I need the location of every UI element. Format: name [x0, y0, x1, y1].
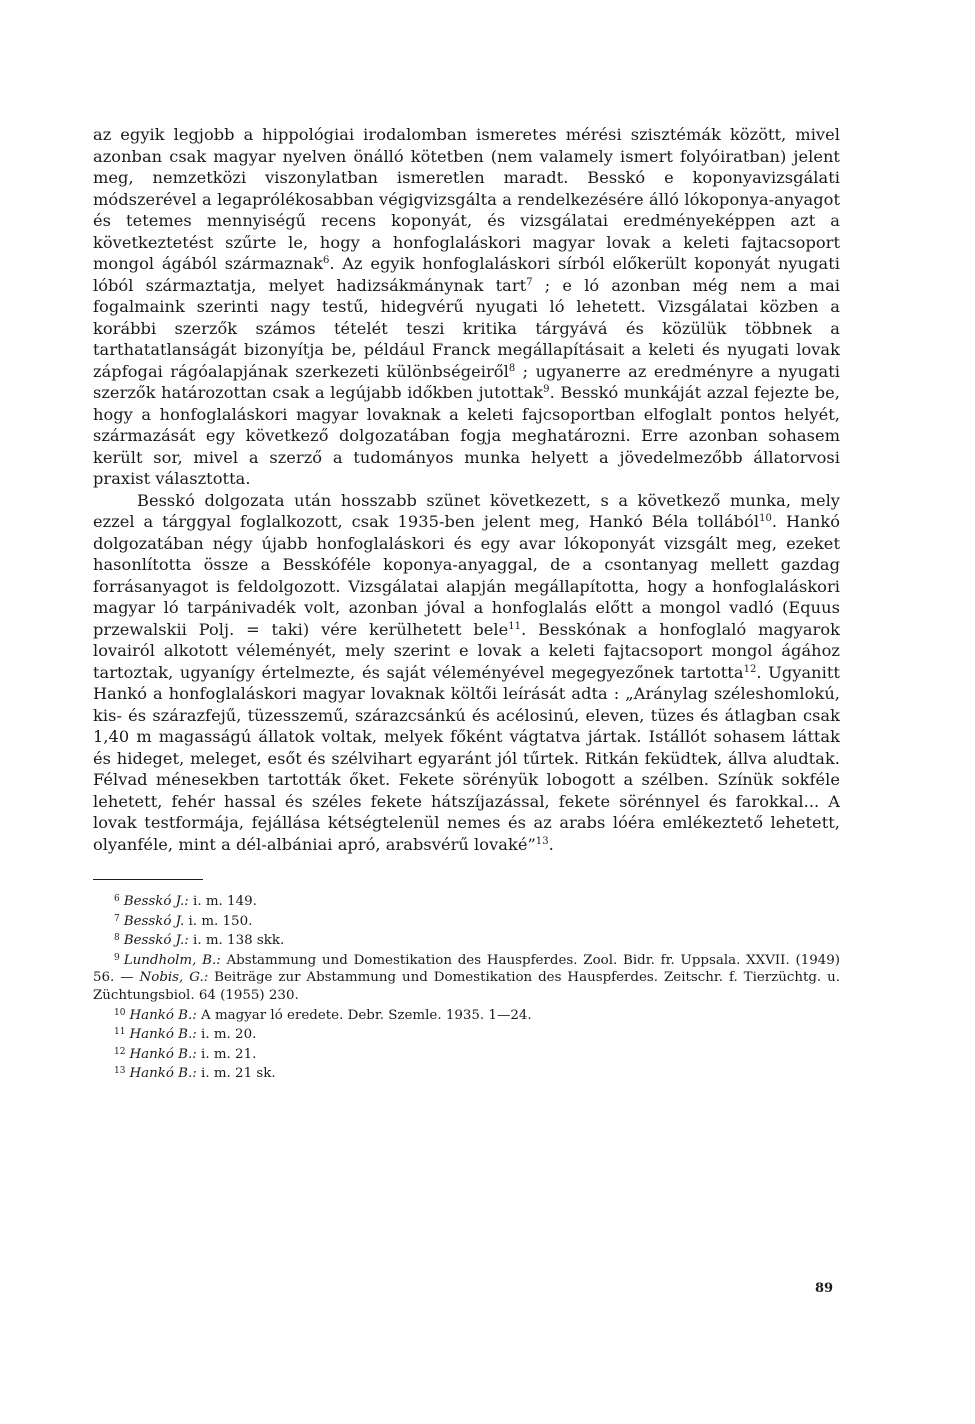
text-run: . Az egyik honfoglaláskori sírból előkerült koponyát nyugati lóból származtatja, melyet hadizsákmánynak tart	[93, 254, 840, 295]
footnote-number: 12	[114, 1046, 126, 1057]
footnote-ref: 13	[535, 835, 549, 847]
author-name: Lundholm, B.:	[123, 952, 221, 968]
text-run: . Besskónak a honfoglaló magyarok lovairól alkotott véleményét, mely szerint e lovak a keleti fajtacsoport mongol ágához tartoztak, ugyanígy értelmezte, és saját véleményével megegyezőnek tartotta	[93, 619, 840, 682]
footnote-number: 9	[114, 952, 120, 963]
text-run: i. m. 149.	[188, 894, 257, 909]
footnote-number: 8	[114, 933, 120, 944]
text-run: Besskó dolgozata után hosszabb szünet következett, s a következő munka, mely ezzel a tárggyal foglalkozott, csak 1935-ben jelent meg, Hankó Béla tollából	[93, 490, 840, 531]
author-name: Hankó B.:	[129, 1007, 197, 1023]
footnote-ref: 9	[543, 384, 550, 395]
footnote-ref: 7	[526, 276, 533, 288]
text-run: ; e ló azonban még nem a mai fogalmaink szerinti nagy testű, hidegvérű nyugati ló lehetett. Vizsgálatai közben a korábbi szerzők számos tételét teszi kritika tárgyává és közülük többnek a tarthatatlanságát bizonyítja be, például Franck megállapításait a keleti és nyugati lovak zápfogai rágóalapjának szerkezeti különbségeiről	[93, 275, 840, 381]
author-name: Nobis, G.:	[139, 970, 209, 986]
text-run: . Ugyanitt Hankó a honfoglaláskori magyar lovaknak költői leírását adta : „Aránylag széleshomlokú, kis- és szárazfejű, tüzesszemű, szárazcsánkú és acélosinú, eleven, tüzes és átlagban csak 1,40 m magasságú állatok voltak, melyek főként vágtatva jártak. Istállót sohasem láttak és hideget, meleget, esőt és szélvihart egyaránt jól tűrtek. Ritkán feküdtek, állva aludtak. Félvad ménesekben tartották őket. Fekete sörényük lobogott a szélben. Színük sokféle lehetett, fehér hassal és széles fekete hátszíjazással, fekete sörénnyel és farokkal... A lovak testformája, fejállása kétségtelenül nemes és az arabs lóéra emlékeztető lehetett, olyanféle, mint a dél-albániai apró, arabsvérű lovaké”	[93, 662, 840, 854]
footnote-item	[93, 1063, 840, 1083]
author-name: Hankó B.:	[129, 1066, 197, 1082]
footnote-number: 7	[114, 913, 120, 924]
paragraph	[93, 124, 840, 490]
text-run: i. m. 21.	[196, 1046, 257, 1062]
text-run: A magyar ló eredete. Debr. Szemle. 1935. 1—24.	[196, 1007, 532, 1023]
text-run: i. m. 20.	[196, 1027, 257, 1043]
text-run: i. m. 150.	[184, 913, 253, 929]
footnote-item	[93, 1024, 840, 1044]
footnote-item	[93, 911, 840, 931]
footnote-item	[93, 1044, 840, 1064]
author-name: Besskó J.	[123, 913, 185, 929]
author-name: Besskó J.:	[123, 894, 189, 909]
text-run: . Hankó dolgozatában négy újabb honfoglaláskori és egy avar lókoponyát vizsgált meg, ezeket hasonlította össze a Besskóféle koponya-anyaggal, de a csontanyag mellett gazdag forrásanyagot is feldolgozott. Vizsgálatai alapján megállapította, hogy a honfoglaláskori magyar ló tarpánivadék volt, azonban jóval a honfoglalás előtt a mongol vadló (Equus przewalskii Polj. = taki) vére kerülhetett bele	[93, 512, 840, 639]
text-run: Beiträge zur Abstammung und Domestikation des Hauspferdes. Zeitschr. f. Tierzüchtg. u. Züchtungsbiol. 64 (1955) 230.	[93, 970, 840, 1003]
text-run: ; ugyanerre az eredményre a nyugati szerzők határozottan csak a legújabb időkben jutottak	[93, 361, 840, 402]
footnote-item	[93, 930, 840, 950]
footnotes	[93, 891, 840, 1083]
text-run: .	[548, 834, 554, 854]
footnote-ref: 6	[322, 255, 330, 266]
footnote-divider	[93, 879, 203, 880]
text-run: i. m. 21 sk.	[196, 1066, 276, 1082]
text-run: az egyik legjobb a hippológiai irodalomban ismeretes mérési szisztémák között, mivel azonban csak magyar nyelven önálló kötetben (nem valamely ismert folyóiratban) jelent meg, nemzetközi viszonylatban ismeretlen maradt. Besskó e koponyavizsgálati módszerével a legaprólékosabban végigvizsgálta a rendelkezésére álló lókoponya-anyagot és tetemes mennyiségű recens koponyát, és vizsgálatai eredményeképpen azt a következtetést szűrte le, hogy a honfoglaláskori magyar lovak a keleti fajtacsoport mongol ágából származnak	[93, 125, 840, 273]
text-run: Abstammung und Domestikation des Hauspferdes. Zool. Bidr. fr. Uppsala. XXVII. (1949) 56. —	[93, 952, 841, 986]
paragraph	[93, 490, 840, 856]
footnote-ref: 8	[508, 362, 516, 374]
author-name: Hankó B.:	[129, 1027, 197, 1043]
page-number: 89	[815, 1281, 834, 1296]
footnote-ref: 11	[508, 620, 522, 632]
footnote-item	[93, 1005, 840, 1025]
text-run: . Besskó munkáját azzal fejezte be, hogy a honfoglaláskori magyar lovaknak a keleti fajcsoportban elfoglalt pontos helyét, származását egy következő dolgozatában fogja meghatározni. Erre azonban sohasem került sor, mivel a szerző a tudományos munka helyett a jövedelmezőbb állatorvosi praxist választotta.	[93, 383, 840, 488]
main-text	[93, 124, 840, 855]
author-name: Besskó J.:	[123, 933, 189, 949]
text-run: i. m. 138 skk.	[188, 933, 285, 949]
page-body	[93, 124, 840, 1083]
footnote-item	[93, 950, 840, 1005]
footnote-ref: 12	[743, 663, 757, 675]
footnote-item	[93, 891, 840, 911]
footnote-number: 11	[114, 1027, 126, 1038]
footnote-number: 10	[114, 1007, 126, 1018]
footnote-number: 6	[114, 894, 120, 904]
author-name: Hankó B.:	[129, 1046, 197, 1062]
footnote-ref: 10	[759, 513, 772, 524]
footnote-number: 13	[114, 1066, 126, 1077]
